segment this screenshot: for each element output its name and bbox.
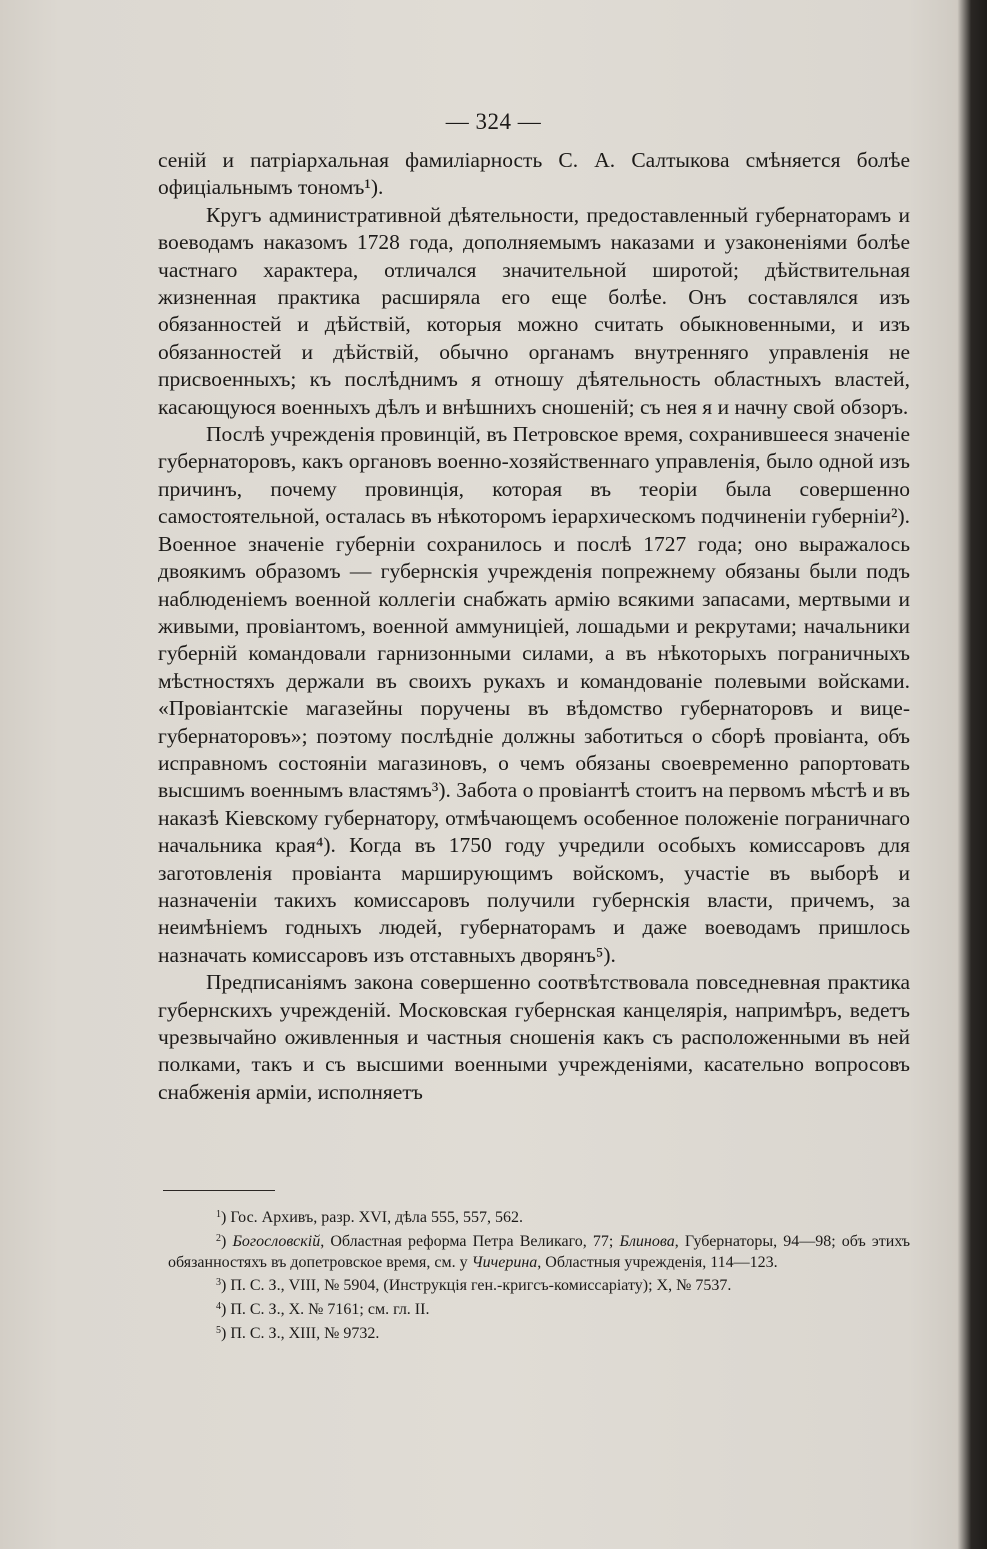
paragraph-moscow-practice: Предписаніямъ закона совершенно соотвѣтствовала повседневная практика губернскихъ учрежденій. Московская губернская канцелярія, напримѣръ, ведетъ чрезвычайно оживленныя и частныя сношенія какъ съ расположенными въ ней полками, такъ и съ высшими военными учрежденіями, касательно вопросовъ снабженія арміи, исполняетъ xyxy=(158,970,910,1104)
footnote-mark: 1 xyxy=(216,1209,221,1220)
footnote-mark: 4 xyxy=(216,1301,221,1313)
footnote-text: ) П. С. З., VIII, № 5904, (Инструкція ген.-кригсъ-комиссаріату); X, № 7537. xyxy=(221,1277,732,1295)
footnote-mark: 2 xyxy=(216,1232,221,1244)
footnote-mark: 3 xyxy=(216,1277,221,1289)
paragraph-continued: сеній и патріархальная фамиліарность С. А. Салтыкова смѣняется болѣе офиціальнымъ тономъ¹). xyxy=(158,148,910,200)
footnote-paren: ) xyxy=(221,1232,233,1250)
footnote-text: ) П. С. З., X. № 7161; см. гл. II. xyxy=(221,1301,430,1319)
footnote-text: ) Гос. Архивъ, разр. XVI, дѣла 555, 557, 562. xyxy=(221,1209,523,1226)
paragraph-military-role: Послѣ учрежденія провинцій, въ Петровское время, сохранившееся значеніе губернаторовъ, какъ органовъ военно-хозяйственнаго управленія, было одной изъ причинъ, почему провинція, которая въ теоріи была совершенно самостоятельной, осталась въ нѣкоторомъ іерархическомъ подчиненіи губерніи²). Военное значеніе губерніи сохранилось и послѣ 1727 года; оно выражалось двоякимъ образомъ — губернскія учрежденія попрежнему обязаны были подъ наблюденіемъ военной коллегіи снабжать армію всякими запасами, мертвыми и живыми, провіантомъ, военной аммуниціей, лошадьми и рекрутами; начальники губерній командовали гарнизонными силами, а въ нѣкоторыхъ пограничныхъ мѣстностяхъ держали въ своихъ рукахъ и командованіе полевыми войсками. «Провіантскіе магазейны поручены въ вѣдомство губернаторовъ и вице-губернаторовъ»; поэтому послѣдніе должны заботиться о сборѣ провіанта, объ исправномъ состояніи магазиновъ, о чемъ обязаны своевременно рапортовать высшимъ военнымъ властямъ³). Забота о провіантѣ стоитъ на первомъ мѣстѣ и въ наказѣ Кіевскому губернатору, отмѣчающемъ особенное положеніе пограничнаго начальника края⁴). Когда въ 1750 году учредили особыхъ комиссаровъ для заготовленія провіанта марширующимъ войскомъ, участіе въ выборѣ и назначеніи такихъ комиссаровъ получили губернскія власти, причемъ, за неимѣніемъ годныхъ людей, губернаторамъ и даже воеводамъ пришлось назначать комиссаровъ изъ отставныхъ дворянъ⁵). xyxy=(158,422,910,967)
footnote-5 xyxy=(168,1321,910,1345)
footnote-author: Богословскій xyxy=(232,1232,321,1250)
footnote-author: Чичерина xyxy=(471,1253,538,1271)
footnote-2 xyxy=(168,1229,910,1274)
footnote-divider xyxy=(163,1190,275,1191)
footnotes xyxy=(168,1205,910,1345)
footnote-4 xyxy=(168,1297,910,1321)
page-number: — 324 — xyxy=(445,109,542,134)
footnote-mark: 5 xyxy=(216,1324,221,1336)
footnote-text: , Областныя учрежденія, 114—123. xyxy=(537,1253,778,1271)
footnote-3 xyxy=(168,1273,910,1297)
footnote-text: ) П. С. З., XIII, № 9732. xyxy=(221,1324,380,1342)
paragraph-administrative-scope: Кругъ административной дѣятельности, предоставленный губернаторамъ и воеводамъ наказомъ 1728 года, дополняемымъ наказами и узаконеніями болѣе частнаго характера, отличался значительной широтой; дѣйствительная жизненная практика расширяла его еще болѣе. Онъ составлялся изъ обязанностей и дѣйствій, которыя можно считать обыкновенными, и изъ обязанностей и дѣйствій, обычно органамъ внутренняго управленія не присвоенныхъ; къ послѣднимъ я отношу дѣятельность областныхъ властей, касающуюся военныхъ дѣлъ и внѣшнихъ сношеній; съ нея я и начну свой обзоръ. xyxy=(158,202,910,419)
footnote-text: , Областная реформа Петра Великаго, 77; xyxy=(320,1232,620,1250)
footnote-1 xyxy=(168,1205,910,1229)
footnote-text: , Губернаторы, 94—98; объ этихъ обязанностяхъ въ допетровское время, см. у xyxy=(168,1232,911,1271)
footnote-author: Блинова xyxy=(619,1232,675,1250)
body-text xyxy=(158,147,910,1106)
